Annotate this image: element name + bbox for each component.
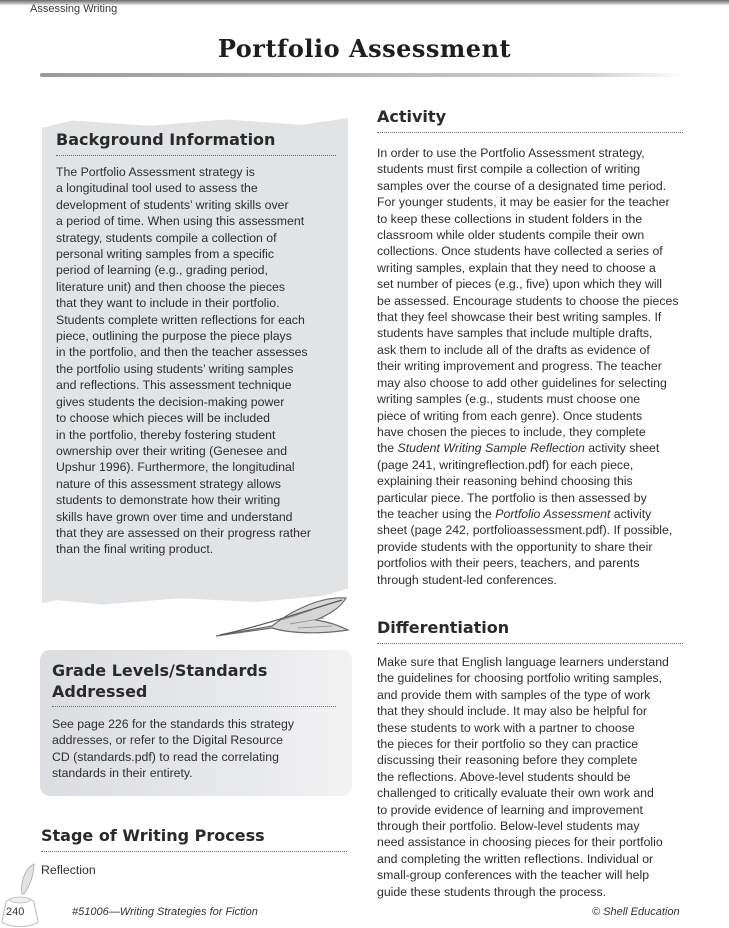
book-reference: #51006—Writing Strategies for Fiction [72,906,258,918]
text-line: Students complete written reflections for each [56,312,305,327]
text-line: to choose which pieces will be included [56,411,270,426]
text-line: period of learning (e.g., grading period, [56,263,268,278]
text-line: than the final writing product. [56,542,214,557]
text-line: sheet (page 242, portfolioassessment.pdf). If possible, [377,523,673,538]
grade-levels-text [52,716,342,782]
differentiation-heading: Differentiation [377,618,510,637]
text-line: that they are assessed on their progress rather [56,525,311,540]
text-line: the pieces for their portfolio so they can practice [377,737,639,752]
text-line: in the portfolio, thereby fostering student [56,427,276,442]
text-line: nature of this assessment strategy allows [56,476,281,491]
text-line: ownership over their writing (Genesee and [56,443,288,458]
activity-divider [377,132,683,133]
text-line: be assessed. Encourage students to choose the pieces [377,293,679,308]
text-line: their writing improvement and progress. The teacher [377,359,662,374]
text-line: explaining their reasoning behind choosing this [377,474,633,489]
text-line: set number of pieces (e.g., five) upon which they will [377,277,663,292]
text-line: In order to use the Portfolio Assessment strategy, [377,146,645,160]
text-line: standards in their entirety. [52,766,193,781]
text-line: that they should include. It may also be helpful for [377,704,648,719]
text-line: portfolios with their peers, teachers, and parents [377,556,640,571]
text-line: provide students with the opportunity to share their [377,539,653,554]
text-line: through student-led conferences. [377,572,557,587]
background-heading: Background Information [56,130,276,149]
text-line: See page 226 for the standards this strategy [52,717,294,731]
text-line: a longitudinal tool used to assess the [56,181,258,196]
activity-heading: Activity [377,107,446,126]
text-line: challenged to critically evaluate their own work and [377,786,654,801]
text-line: piece, outlining the purpose the piece plays [56,329,292,344]
text-line: have chosen the pieces to include, they complete [377,424,646,439]
text-line: Make sure that English language learners understand [377,655,669,669]
text-line: and completing the written reflections. Individual or [377,851,654,866]
text-line: these students to work with a partner to choose [377,720,635,735]
text-line: that they want to include in their portfolio. [56,296,280,311]
stage-value: Reflection [41,863,96,877]
text-line: (page 241, writingreflection.pdf) for each piece, [377,457,634,472]
text-line: in the portfolio, and then the teacher assesses [56,345,308,360]
text-line: addresses, or refer to the Digital Resource [52,733,284,748]
text-line: ask them to include all of the drafts as evidence of [377,342,650,357]
text-line: The Portfolio Assessment strategy is [56,165,255,179]
text-line: Upshur 1996). Furthermore, the longitudinal [56,460,295,475]
text-line: the portfolio using students’ writing samples [56,361,294,376]
stage-heading: Stage of Writing Process [41,826,265,845]
text-line: students to demonstrate how their writing [56,493,281,508]
background-divider [56,155,336,156]
title-underline [40,73,685,77]
activity-line-italic-1: the Student Writing Sample Reflection activity sheet [377,441,660,456]
text-line: through their portfolio. Below-level students may [377,819,640,834]
differentiation-divider [377,643,683,644]
activity-line-italic-2: the teacher using the Portfolio Assessment activity [377,506,652,521]
text-line: students must first compile a collection of writing [377,162,641,177]
grade-levels-heading [52,660,332,702]
text-line: that they feel showcase their best writing samples. If [377,310,662,325]
text-line: samples over the course of a designated time period. [377,178,667,193]
text-line: need assistance in choosing pieces for their portfolio [377,835,663,850]
page-number: 240 [6,906,25,918]
text-line: discussing their reasoning before they complete [377,753,638,768]
page-title: Portfolio Assessment [217,34,512,63]
text-line: collections. Once students have collected a series of [377,244,663,259]
text-line: writing samples (e.g., students must choose one [377,392,641,407]
text-line: writing samples, explain that they need to choose a [377,260,656,275]
grade-levels-heading-line1: Grade Levels/Standards [52,661,268,680]
text-line: personal writing samples from a specific [56,247,275,262]
text-line: gives students the decision-making power [56,394,285,409]
text-line: skills have grown over time and understand [56,509,293,524]
text-line: a period of time. When using this assessment [56,214,305,229]
text-line: particular piece. The portfolio is then assessed by [377,490,647,505]
text-line: small-group conferences with the teacher will help [377,868,650,883]
text-line: For younger students, it may be easier for the teacher [377,195,670,210]
running-head: Assessing Writing [30,3,118,15]
activity-text [377,145,695,588]
text-line: and provide them with samples of the type of work [377,687,651,702]
differentiation-text [377,654,695,900]
text-line: piece of writing from each genre). Once students [377,408,643,423]
inkwell-quill-icon [0,862,40,928]
text-line: and reflections. This assessment technique [56,378,292,393]
text-line: literature unit) and then choose the pieces [56,279,286,294]
text-line: to provide evidence of learning and improvement [377,802,643,817]
text-line: strategy, students compile a collection of [56,230,277,245]
text-line: may also choose to add other guidelines for selecting [377,375,667,390]
text-line: the reflections. Above-level students should be [377,769,631,784]
text-line: to keep these collections in student folders in the [377,211,643,226]
background-text [56,164,340,558]
stage-divider [41,851,347,852]
grade-levels-divider [52,706,336,707]
text-line: students have samples that include multiple drafts, [377,326,653,341]
text-line: guide these students through the process. [377,884,607,899]
text-line: CD (standards.pdf) to read the correlating [52,749,279,764]
quill-feather-icon [212,590,352,640]
text-line: the guidelines for choosing portfolio writing samples, [377,671,663,686]
text-line: development of students’ writing skills over [56,197,289,212]
grade-levels-heading-line2: Addressed [52,682,148,701]
text-line: classroom while older students compile their own [377,228,645,243]
publisher-credit: © Shell Education [592,906,680,918]
